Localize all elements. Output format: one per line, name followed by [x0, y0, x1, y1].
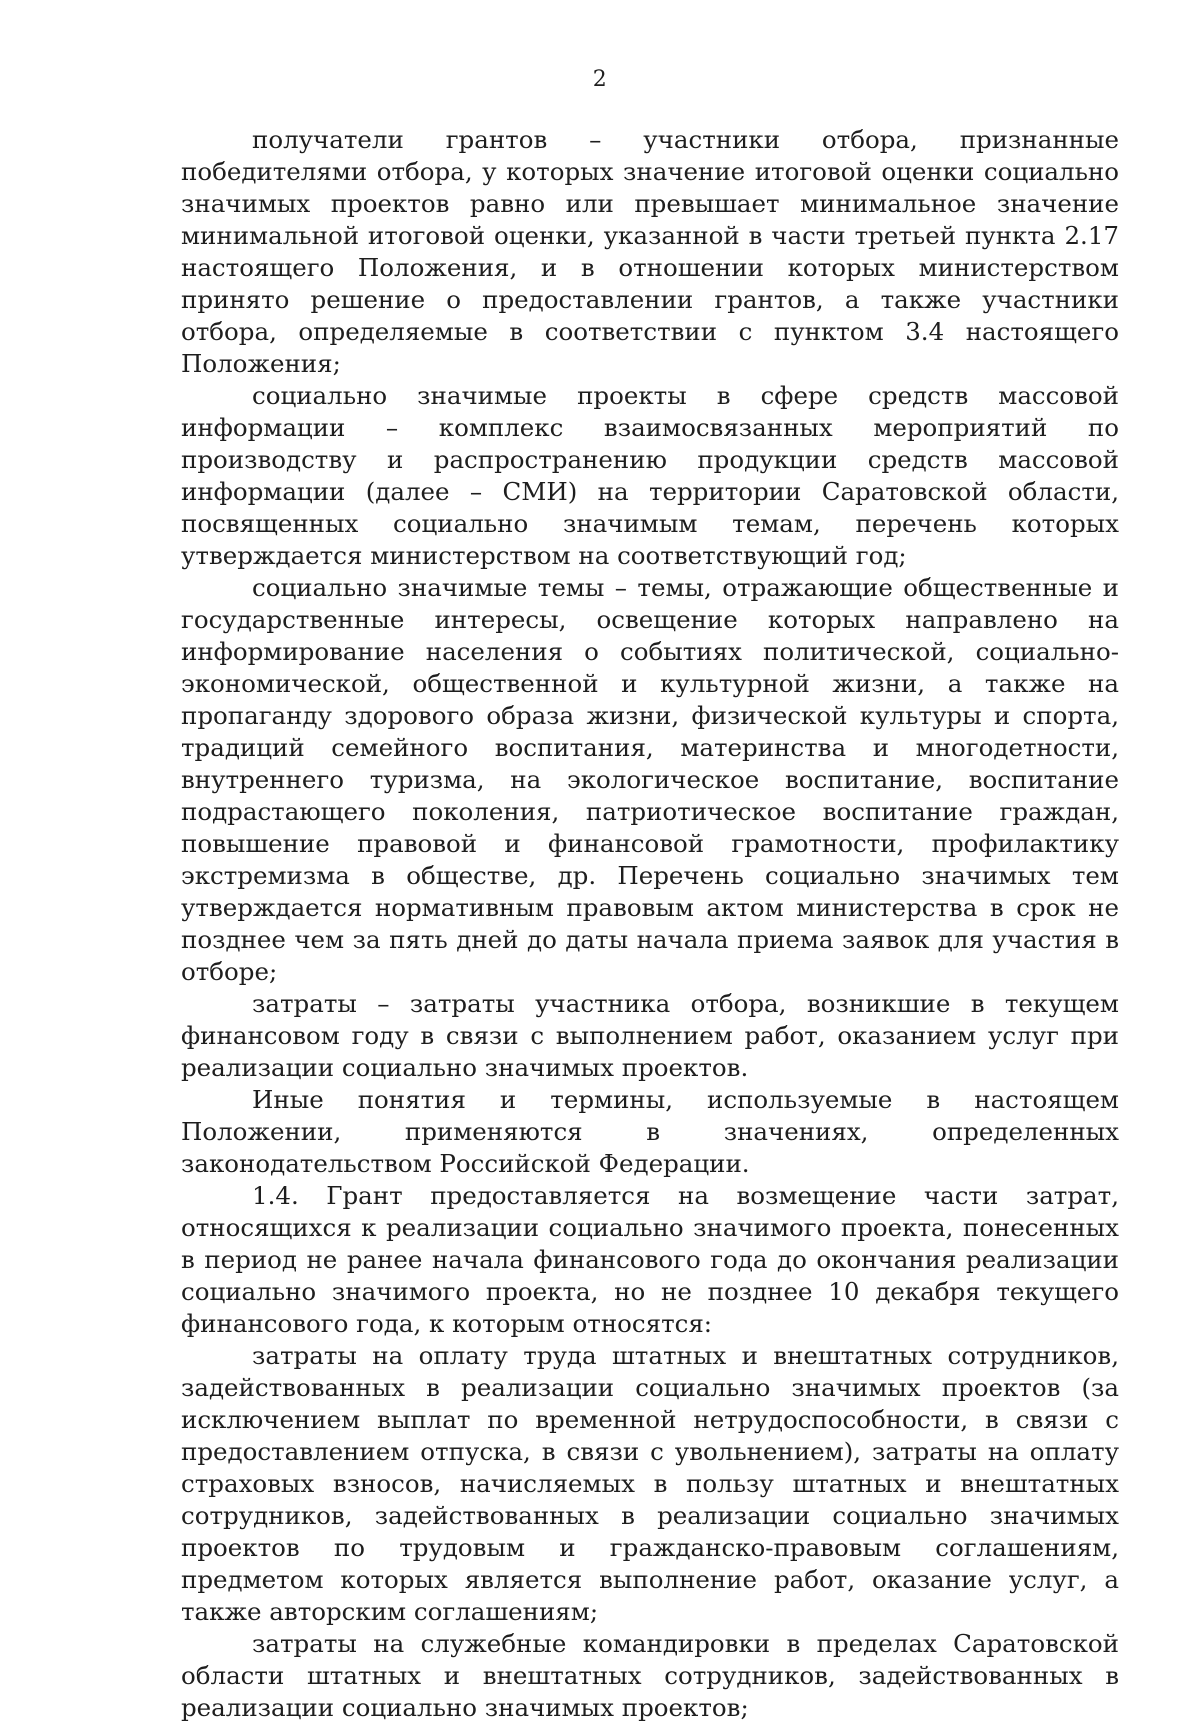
document-body — [181, 124, 1119, 1724]
paragraph-social-projects-definition: социально значимые проекты в сфере средств массовой информации – комплекс взаимосвязанных мероприятий по производству и распространению продукции средств массовой информации (далее – СМИ) на территории Саратовской области, посвященных социально значимым темам, перечень которых утверждается министерством на соответствующий год; — [181, 381, 1119, 570]
paragraph-grant-recipients-definition: получатели грантов – участники отбора, признанные победителями отбора, у которых значение итоговой оценки социально значимых проектов равно или превышает минимальное значение минимальной итоговой оценки, указанной в части третьей пункта 2.17 настоящего Положения, и в отношении которых министерством принято решение о предоставлении грантов, а также участники отбора, определяемые в соответствии с пунктом 3.4 настоящего Положения; — [181, 125, 1119, 378]
paragraph-clause-1-4: 1.4. Грант предоставляется на возмещение части затрат, относящихся к реализации социально значимого проекта, понесенных в период не ранее начала финансового года до окончания реализации социально значимого проекта, но не позднее 10 декабря текущего финансового года, к которым относятся: — [181, 1181, 1119, 1338]
page-number: 2 — [592, 67, 608, 92]
paragraph-costs-definition: затраты – затраты участника отбора, возникшие в текущем финансовом году в связи с выполнением работ, оказанием услуг при реализации социально значимых проектов. — [181, 989, 1119, 1082]
paragraph-labor-costs: затраты на оплату труда штатных и внештатных сотрудников, задействованных в реализации социально значимых проектов (за исключением выплат по временной нетрудоспособности, в связи с предоставлением отпуска, в связи с увольнением), затраты на оплату страховых взносов, начисляемых в пользу штатных и внештатных сотрудников, задействованных в реализации социально значимых проектов по трудовым и гражданско-правовым соглашениям, предметом которых является выполнение работ, оказание услуг, а также авторским соглашениям; — [181, 1341, 1119, 1626]
paragraph-social-topics-definition: социально значимые темы – темы, отражающие общественные и государственные интересы, освещение которых направлено на информирование населения о событиях политической, социально-экономической, общественной и культурной жизни, а также на пропаганду здорового образа жизни, физической культуры и спорта, традиций семейного воспитания, материнства и многодетности, внутреннего туризма, на экологическое воспитание, воспитание подрастающего поколения, патриотическое воспитание граждан, повышение правовой и финансовой грамотности, профилактику экстремизма в обществе, др. Перечень социально значимых тем утверждается нормативным правовым актом министерства в срок не позднее чем за пять дней до даты начала приема заявок для участия в отборе; — [181, 573, 1119, 986]
paragraph-other-terms: Иные понятия и термины, используемые в настоящем Положении, применяются в значениях, определенных законодательством Российской Федерации. — [181, 1085, 1119, 1178]
paragraph-travel-costs: затраты на служебные командировки в пределах Саратовской области штатных и внештатных сотрудников, задействованных в реализации социально значимых проектов; — [181, 1629, 1119, 1722]
